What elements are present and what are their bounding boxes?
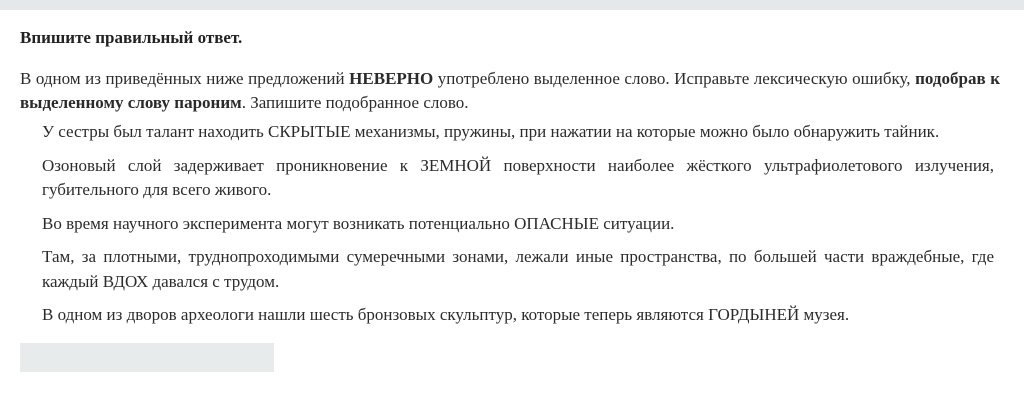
sentence-item: Озоновый слой задерживает проникновение к ЗЕМНОЙ поверхности наиболее жёсткого ультрафиолетового излучения, губительного для всего живого. (42, 155, 994, 199)
instruction-text-1: В одном из приведённых ниже предложений (20, 69, 350, 88)
task-content (20, 26, 1000, 337)
instruction-bold-incorrectly: НЕВЕРНО (349, 69, 434, 88)
task-header: Впишите правильный ответ. (20, 28, 243, 47)
sentence-item: В одном из дворов археологи нашли шесть бронзовых скульптур, которые теперь являются ГОРДЫНЕЙ музея. (42, 305, 850, 324)
instruction-text-3: . Запишите подобранное слово. (241, 93, 469, 112)
task-instruction (20, 67, 1000, 115)
sentence-item: Там, за плотными, труднопроходимыми сумеречными зонами, лежали иные пространства, по большей части враждебные, где каждый ВДОХ давался с трудом. (42, 247, 994, 291)
sentence-list (42, 120, 994, 328)
top-divider-strip (0, 0, 1024, 10)
instruction-bold-paronym: подобрав к выделенному слову пароним (20, 69, 1000, 112)
answer-input[interactable] (20, 343, 274, 372)
sentence-item: Во время научного эксперимента могут возникать потенциально ОПАСНЫЕ ситуации. (42, 213, 675, 233)
sentence-item: У сестры был талант находить СКРЫТЫЕ механизмы, пружины, при нажатии на которые можно было обнаружить тайник. (42, 122, 940, 141)
instruction-text-2: употреблено выделенное слово. Исправьте лексическую ошибку, (433, 69, 916, 88)
